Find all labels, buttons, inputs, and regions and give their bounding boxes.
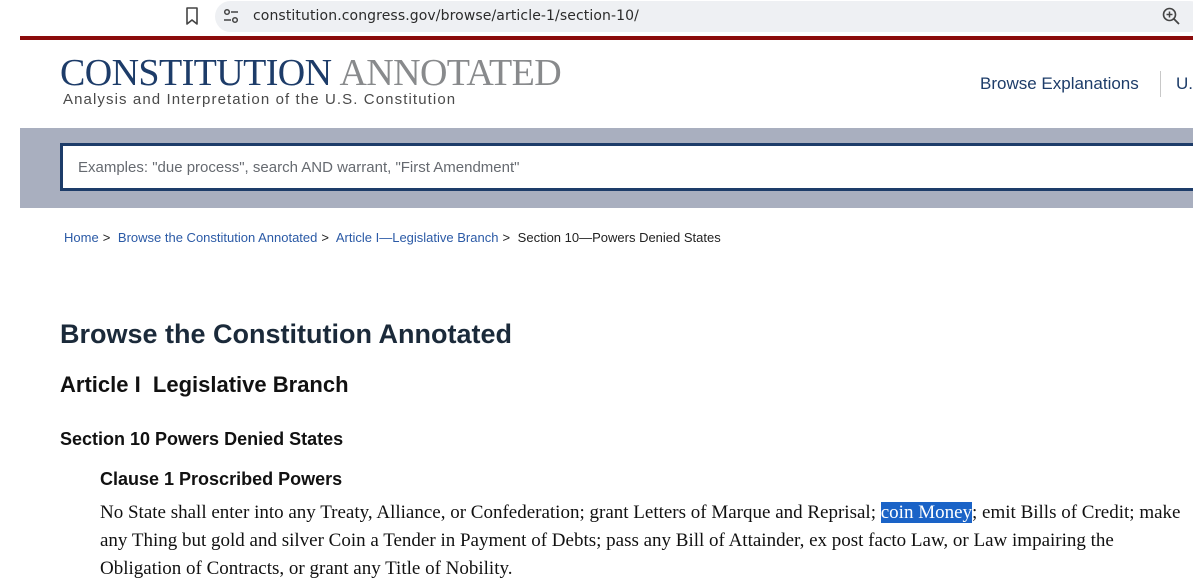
site-tagline: Analysis and Interpretation of the U.S. Constitution (63, 91, 457, 108)
breadcrumb-home[interactable]: Home (64, 230, 99, 245)
logo-constitution: CONSTITUTION (60, 52, 332, 94)
nav-browse-explanations[interactable]: Browse Explanations (980, 74, 1139, 93)
zoom-icon[interactable] (1161, 6, 1181, 26)
nav-us-link[interactable]: U. (1176, 74, 1193, 93)
bookmark-icon[interactable] (183, 6, 201, 26)
breadcrumb-separator: > (321, 230, 329, 245)
selected-text[interactable]: coin Money (880, 502, 973, 523)
breadcrumb (64, 230, 721, 245)
breadcrumb-separator: > (102, 230, 111, 245)
logo-annotated: ANNOTATED (339, 52, 562, 94)
page-gutter (0, 36, 20, 587)
breadcrumb-browse[interactable]: Browse the Constitution Annotated (117, 230, 318, 245)
clause-text[interactable] (100, 499, 1185, 583)
header-accent-rule (20, 36, 1193, 40)
breadcrumb-article[interactable]: Article I—Legislative Branch (335, 230, 499, 245)
url-text[interactable]: constitution.congress.gov/browse/article-1/section-10/ (253, 8, 639, 24)
search-input[interactable] (60, 143, 1193, 191)
browser-toolbar (0, 0, 1193, 36)
site-info-icon[interactable] (222, 7, 240, 25)
breadcrumb-separator: > (502, 230, 511, 245)
clause-text-after: ; emit Bills of Credit; make any Thing but gold and silver Coin a Tender in Payment of Debts; pass any Bill of Attainder, ex post facto Law, or Law impairing the Obligation of Contracts, or grant any Title of Nobility. (100, 502, 1181, 579)
site-logo[interactable] (60, 53, 561, 93)
clause-heading: Clause 1 Proscribed Powers (100, 469, 343, 489)
nav-divider (1160, 71, 1161, 97)
article-heading: Article I Legislative Branch (60, 372, 349, 397)
clause-text-before: No State shall enter into any Treaty, Alliance, or Confederation; grant Letters of Marque and Reprisal; (100, 502, 881, 523)
section-heading: Section 10 Powers Denied States (60, 429, 344, 449)
breadcrumb-current: Section 10—Powers Denied States (517, 230, 721, 245)
page-title: Browse the Constitution Annotated (60, 319, 512, 349)
